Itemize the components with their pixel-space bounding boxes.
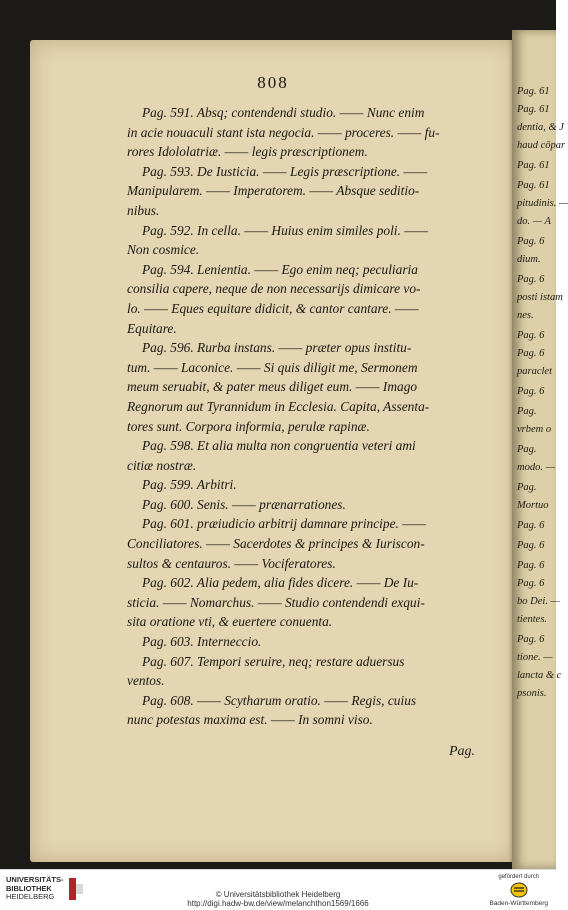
next-page-line: nes. <box>517 310 534 321</box>
next-page-line: vrbem o <box>517 424 552 435</box>
text-line: tores sunt. Corpora informia, perulæ rapinæ. <box>127 418 370 434</box>
next-page-line: do. — A <box>517 216 551 227</box>
text-line: Pag. 596. Rurba instans. —— præter opus institu- <box>142 340 412 356</box>
next-page-line: Pag. 6 <box>517 578 545 589</box>
text-line: meum seruabit, & pater meus diliget eum. —— Imago <box>127 379 418 395</box>
text-line: sticia. —— Nomarchus. —— Studio contendendi exqui- <box>127 594 425 610</box>
next-page-line: Pag. 6 <box>517 520 545 531</box>
next-page-line: Pag. 6 <box>517 274 545 285</box>
text-line: lo. —— Eques equitare didicit, & cantor cantare. —— <box>127 300 419 316</box>
next-page-line: Pag. 6 <box>517 540 545 551</box>
next-page-line: Pag. 6 <box>517 348 545 359</box>
text-line: Regnorum aut Tyrannidum in Ecclesia. Capita, Assenta- <box>127 398 430 414</box>
text-line: sita oratione vti, & euertere conuenta. <box>127 614 333 630</box>
next-page-line: pitudinis. — <box>517 198 568 209</box>
text-line: Pag. 594. Lenientia. —— Ego enim neq; peculiaria <box>142 261 418 277</box>
next-page-line: Pag. 61 <box>517 160 550 171</box>
library-name-line1: UNIVERSITÄTS- <box>6 875 64 884</box>
text-line: consilia capere, neque de non necessarijs dimicare vo- <box>127 281 421 297</box>
next-page-line: dium. <box>517 254 541 265</box>
text-line: Manipularem. —— Imperatorem. —— Absque seditio- <box>127 183 420 199</box>
text-line: Pag. 592. In cella. —— Huius enim similes poli. —— <box>142 222 429 238</box>
next-page-line: Pag. 61 <box>517 180 550 191</box>
footer-bar <box>0 869 556 910</box>
book-page <box>30 40 516 862</box>
text-line: Pag. 600. Senis. —— prænarrationes. <box>142 496 346 512</box>
next-page-line: lancta & c <box>517 670 562 681</box>
funded-by-label: gefördert durch <box>498 874 540 880</box>
text-line: in acie nouaculi stant ista negocia. —— proceres. —— fu- <box>127 124 440 140</box>
text-line: rores Idololatriæ. —— legis præscriptionem. <box>127 144 368 160</box>
next-page-line: Pag. 6 <box>517 560 545 571</box>
copyright-text: © Universitätsbibliothek Heidelberg <box>215 890 341 899</box>
next-page-line: Mortuo <box>517 500 549 511</box>
next-page-line: psonis. <box>517 688 547 699</box>
state-name: Baden-Württemberg <box>489 900 548 907</box>
state-crest-icon <box>510 882 528 898</box>
next-page-line: Pag. <box>517 406 537 417</box>
text-line: citiæ nostræ. <box>127 457 197 473</box>
text-line: Equitare. <box>127 320 177 336</box>
text-line: Pag. 593. De Iusticia. —— Legis præscriptione. —— <box>142 163 428 179</box>
text-line: tum. —— Laconice. —— Si quis diligit me, Sermonem <box>127 359 418 375</box>
next-page-line: Pag. 6 <box>517 236 545 247</box>
next-page-line: tione. — <box>517 652 553 663</box>
next-page-line: Pag. <box>517 444 537 455</box>
next-page-line: modo. — <box>517 462 555 473</box>
text-line: Conciliatores. —— Sacerdotes & principes & Iuriscon- <box>127 536 425 552</box>
next-page-line: Pag. 6 <box>517 634 545 645</box>
text-line: nunc potestas maxima est. —— In somni viso. <box>127 712 373 728</box>
text-line: Pag. 603. Interneccio. <box>142 634 262 650</box>
next-page-line: dentia, & J <box>517 122 564 133</box>
next-page-line: Pag. 6 <box>517 330 545 341</box>
text-line: Pag. 598. Et alia multa non congruentia veteri ami <box>142 438 416 454</box>
text-line: Pag. 602. Alia pedem, alia fides dicere. —— De Iu- <box>142 575 419 591</box>
next-page-line: bo Dei. — <box>517 596 560 607</box>
baden-wuerttemberg-logo[interactable] <box>489 874 548 907</box>
text-line: Pag. 601. præiudicio arbitrij damnare principe. —— <box>142 516 427 532</box>
next-page-line: posti istam <box>517 292 563 303</box>
text-line: nibus. <box>127 202 160 218</box>
text-line: sultos & centauros. —— Vociferatores. <box>127 555 336 571</box>
next-page-line: haud cōpar <box>517 140 566 151</box>
page-text-block <box>127 103 479 730</box>
next-page-line: Pag. 6 <box>517 386 545 397</box>
text-line: Pag. 591. Absq; contendendi studio. —— Nunc enim <box>142 105 425 120</box>
text-line: Pag. 599. Arbitri. <box>142 477 237 493</box>
permalink[interactable]: http://digi.hadw-bw.de/view/melanchthon1569/1666 <box>187 899 369 908</box>
next-page-line: tientes. <box>517 614 548 625</box>
text-line: ventos. <box>127 673 165 689</box>
library-name-line2: BIBLIOTHEK <box>6 883 52 893</box>
next-page-line: Pag. 61 <box>517 86 550 97</box>
text-line: Pag. 607. Tempori seruire, neq; restare aduersus <box>142 653 405 669</box>
page-number: 808 <box>257 73 289 92</box>
next-page-line: paraclet <box>517 366 552 377</box>
text-line: Non cosmice. <box>127 242 200 258</box>
catchword: Pag. <box>449 744 476 759</box>
next-page-line: Pag. 61 <box>517 104 550 115</box>
next-page-line: Pag. <box>517 482 537 493</box>
next-page-strip <box>512 30 568 869</box>
text-line: Pag. 608. —— Scytharum oratio. —— Regis, cuius <box>142 692 417 708</box>
library-name-line3: HEIDELBERG <box>6 892 55 901</box>
